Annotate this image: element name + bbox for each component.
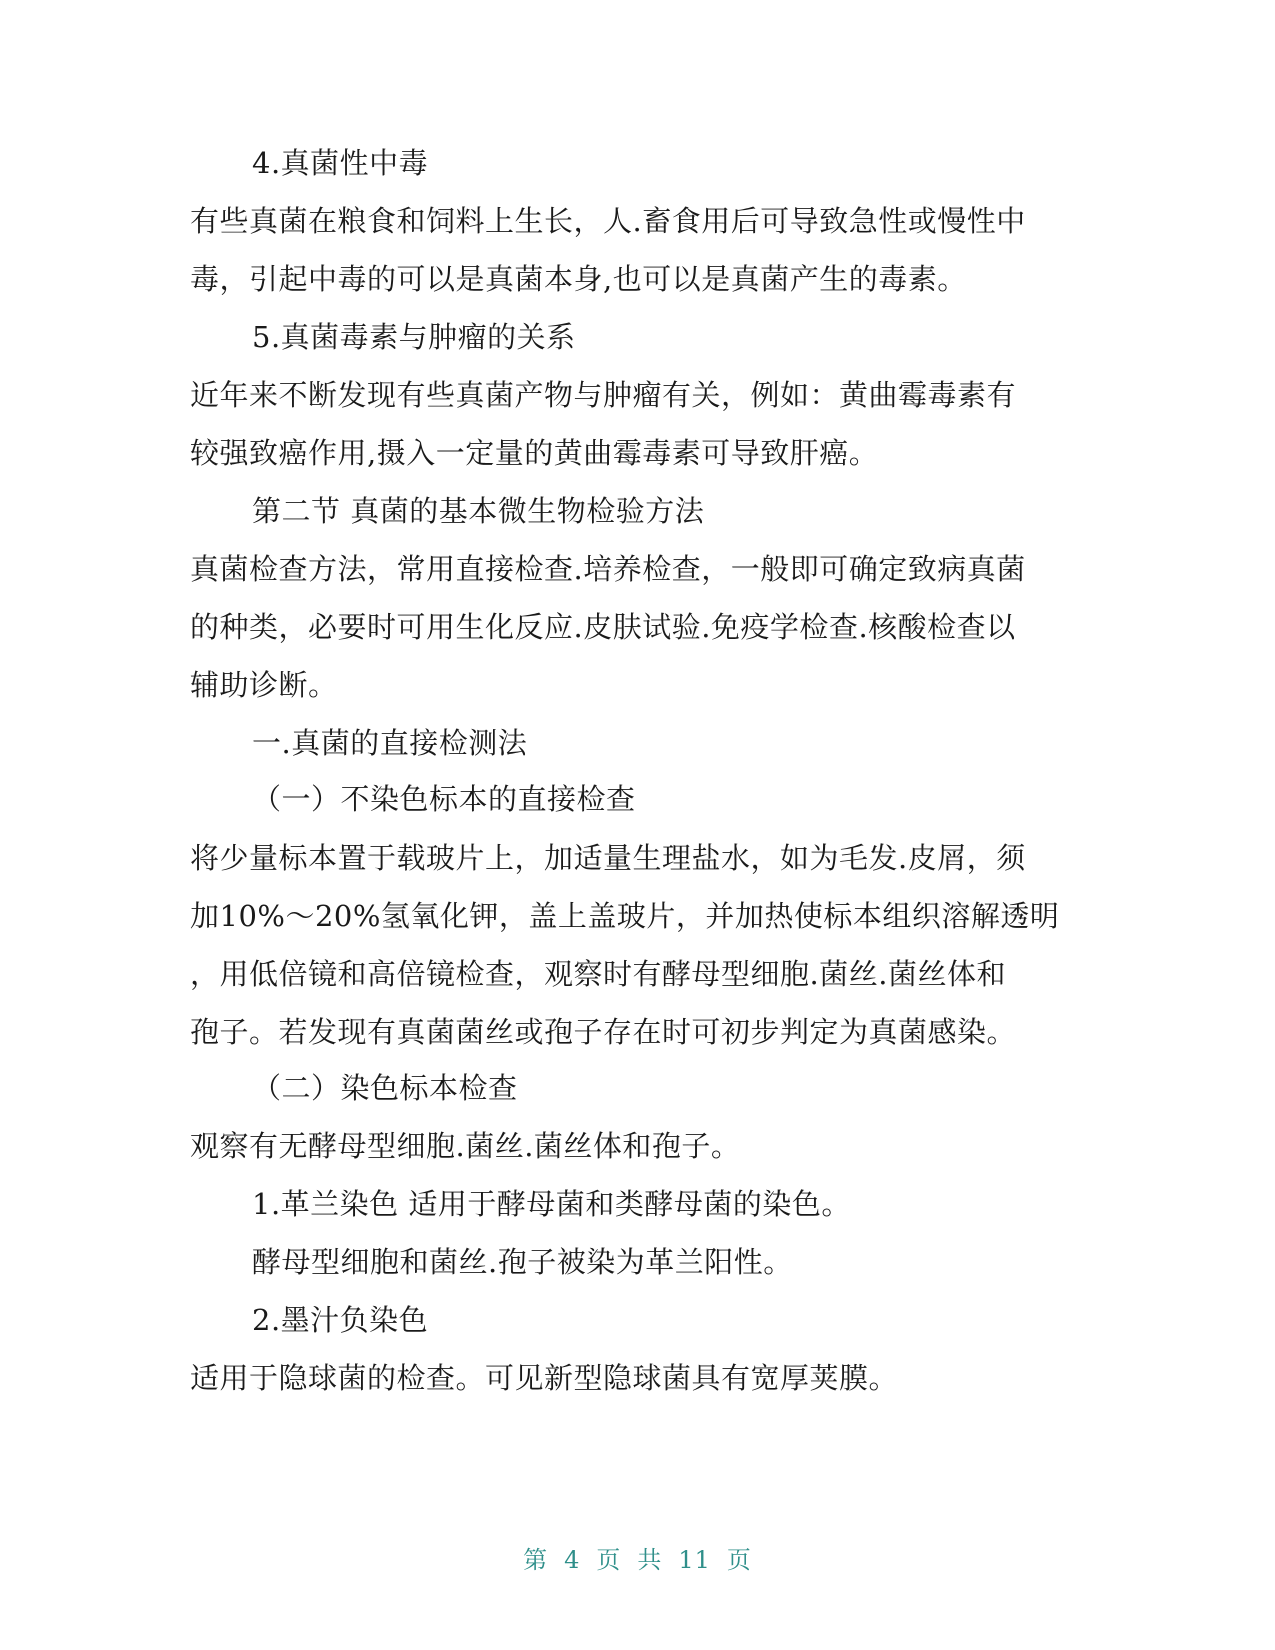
paragraph-line: 孢子。若发现有真菌菌丝或孢子存在时可初步判定为真菌感染。 [190,1015,1017,1049]
heading-direct-detection: 一.真菌的直接检测法 [252,726,528,760]
footer-suffix: 页 [726,1546,752,1574]
subheading-unstained-specimen: （一）不染色标本的直接检查 [252,782,636,816]
heading-ink-negative-stain: 2.墨汁负染色 [252,1303,429,1337]
heading-fungal-poisoning: 4.真菌性中毒 [252,146,429,180]
footer-current-page: 4 [564,1546,581,1574]
paragraph-line: 有些真菌在粮食和饲料上生长，人.畜食用后可导致急性或慢性中 [190,204,1026,238]
heading-mycotoxin-tumor: 5.真菌毒素与肿瘤的关系 [252,320,576,354]
paragraph-line: 毒，引起中毒的可以是真菌本身,也可以是真菌产生的毒素。 [190,262,967,296]
paragraph-line: ，用低倍镜和高倍镜检查，观察时有酵母型细胞.菌丝.菌丝体和 [190,957,1006,991]
paragraph-line: 较强致癌作用,摄入一定量的黄曲霉毒素可导致肝癌。 [190,436,879,470]
paragraph-line: 加10%～20%氢氧化钾，盖上盖玻片，并加热使标本组织溶解透明 [190,899,1060,933]
footer-total-prefix: 共 [637,1546,663,1574]
footer-total-pages: 11 [678,1546,711,1574]
paragraph-gram-stain: 1.革兰染色 适用于酵母菌和类酵母菌的染色。 [252,1187,851,1221]
paragraph-line: 近年来不断发现有些真菌产物与肿瘤有关，例如：黄曲霉毒素有 [190,378,1017,412]
footer-page-word: 页 [596,1546,622,1574]
paragraph-line: 辅助诊断。 [190,668,338,702]
paragraph-line: 将少量标本置于载玻片上，加适量生理盐水，如为毛发.皮屑，须 [190,841,1026,875]
paragraph-line: 的种类，必要时可用生化反应.皮肤试验.免疫学检查.核酸检查以 [190,610,1016,644]
paragraph-line: 观察有无酵母型细胞.菌丝.菌丝体和孢子。 [190,1129,741,1163]
footer-prefix: 第 [523,1546,549,1574]
subheading-stained-specimen: （二）染色标本检查 [252,1071,518,1105]
section-heading-section-two: 第二节 真菌的基本微生物检验方法 [252,494,705,528]
paragraph-line: 适用于隐球菌的检查。可见新型隐球菌具有宽厚荚膜。 [190,1361,899,1395]
page-footer [0,1544,1275,1576]
paragraph-line: 真菌检查方法，常用直接检查.培养检查，一般即可确定致病真菌 [190,552,1026,586]
paragraph-line: 酵母型细胞和菌丝.孢子被染为革兰阳性。 [252,1245,793,1279]
